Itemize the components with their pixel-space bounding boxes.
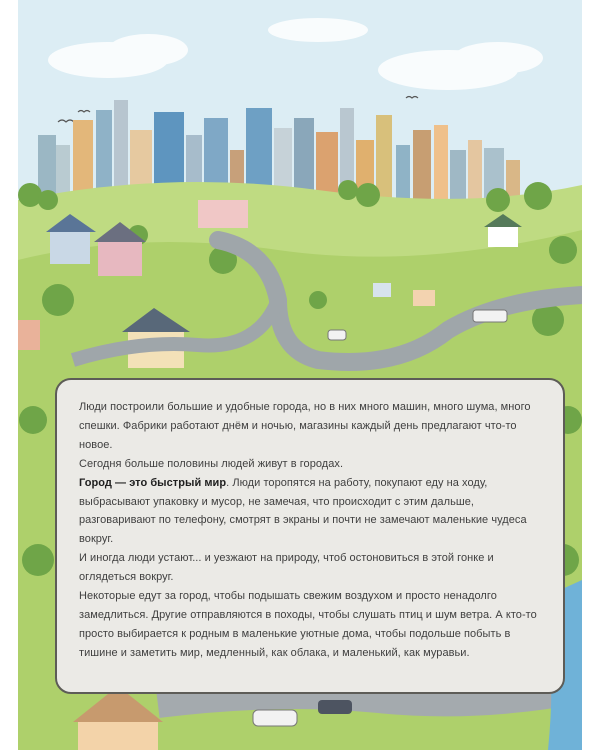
paragraph-3-rest: . Люди торопятся на работу, покупают еду на ходу, выбрасывают упаковку и мусор, не замечая, что происходит с этим дальше, разговаривают по телефону, смотрят в экраны и почти не замечают маленькие чудеса вокруг. [79,476,527,546]
paragraph-3-bold: Город — это быстрый мир [79,476,227,489]
paragraph-2: Сегодня больше половины людей живут в городах. [79,457,344,470]
paragraph-4: И иногда люди устают... и уезжают на природу, чтоб остоновиться в этой гонке и оглядеться вокруг. [79,552,494,584]
paragraph-1: Люди построили большие и удобные города, но в них много машин, много шума, много спешки. Фабрики работают днём и ночью, магазины каждый день предлагают что-то новое. [79,401,531,451]
paragraph-5: Некоторые едут за город, чтобы подышать свежим воздухом и просто ненадолго замедлиться. Другие отправляются в походы, чтобы слушать птиц и шум ветра. А кто-то просто выбирается к родным в маленькие уютные дома, чтобы подольше побыть в тишине и заметить мир, медленный, как облака, и маленький, как муравьи. [79,590,537,659]
story-text-box [55,378,565,694]
paragraph-3 [79,474,541,550]
book-page [18,0,582,750]
